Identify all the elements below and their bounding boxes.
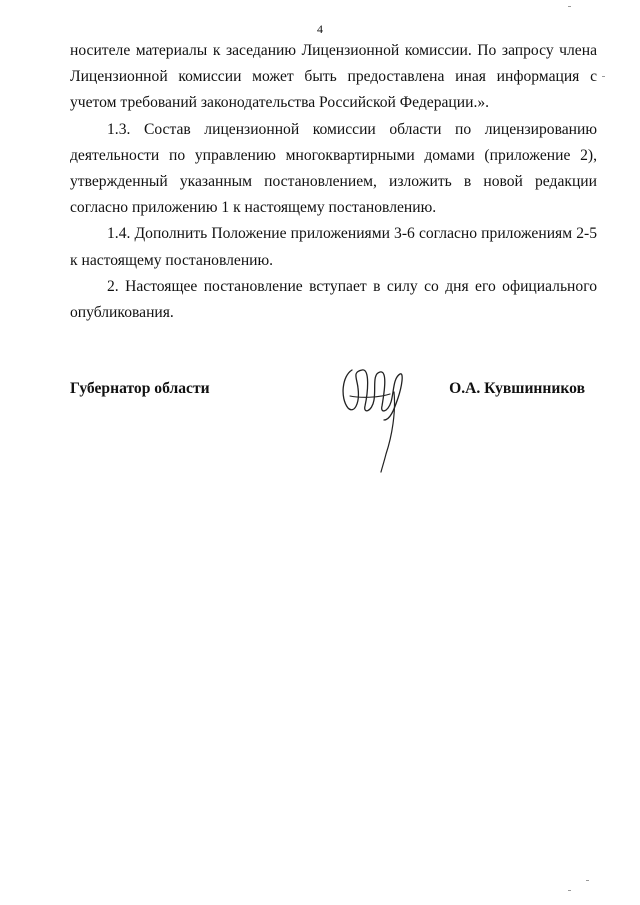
scan-artifact [568, 890, 571, 891]
paragraph-1-3: 1.3. Состав лицензионной комиссии области по лицензированию деятельности по управлению многоквартирными домами (приложение 2), утвержденный указанным постановлением, изложить в новой редакции согласно приложению 1 к настоящему постановлению. [70, 120, 597, 217]
scan-artifact [586, 880, 589, 881]
page-number: 4 [317, 22, 323, 36]
scan-artifact [568, 6, 571, 7]
signatory-position: Губернатор области [70, 380, 210, 397]
paragraph-2: 2. Настоящее постановление вступает в силу со дня его официального опубликования. [70, 277, 597, 322]
handwritten-signature [338, 362, 418, 474]
paragraph-continuation: носителе материалы к заседанию Лицензионной комиссии. По запросу члена Лицензионной комиссии может быть предоставлена иная информация с учетом требований законодательства Российской Федерации.». [70, 42, 597, 112]
scan-artifact [602, 76, 605, 77]
signature-block [70, 380, 585, 404]
document-body [70, 38, 597, 326]
paragraph-1-4: 1.4. Дополнить Положение приложениями 3-6 согласно приложениям 2-5 к настоящему постановлению. [70, 225, 597, 269]
signatory-name: О.А. Кувшинников [449, 380, 585, 397]
